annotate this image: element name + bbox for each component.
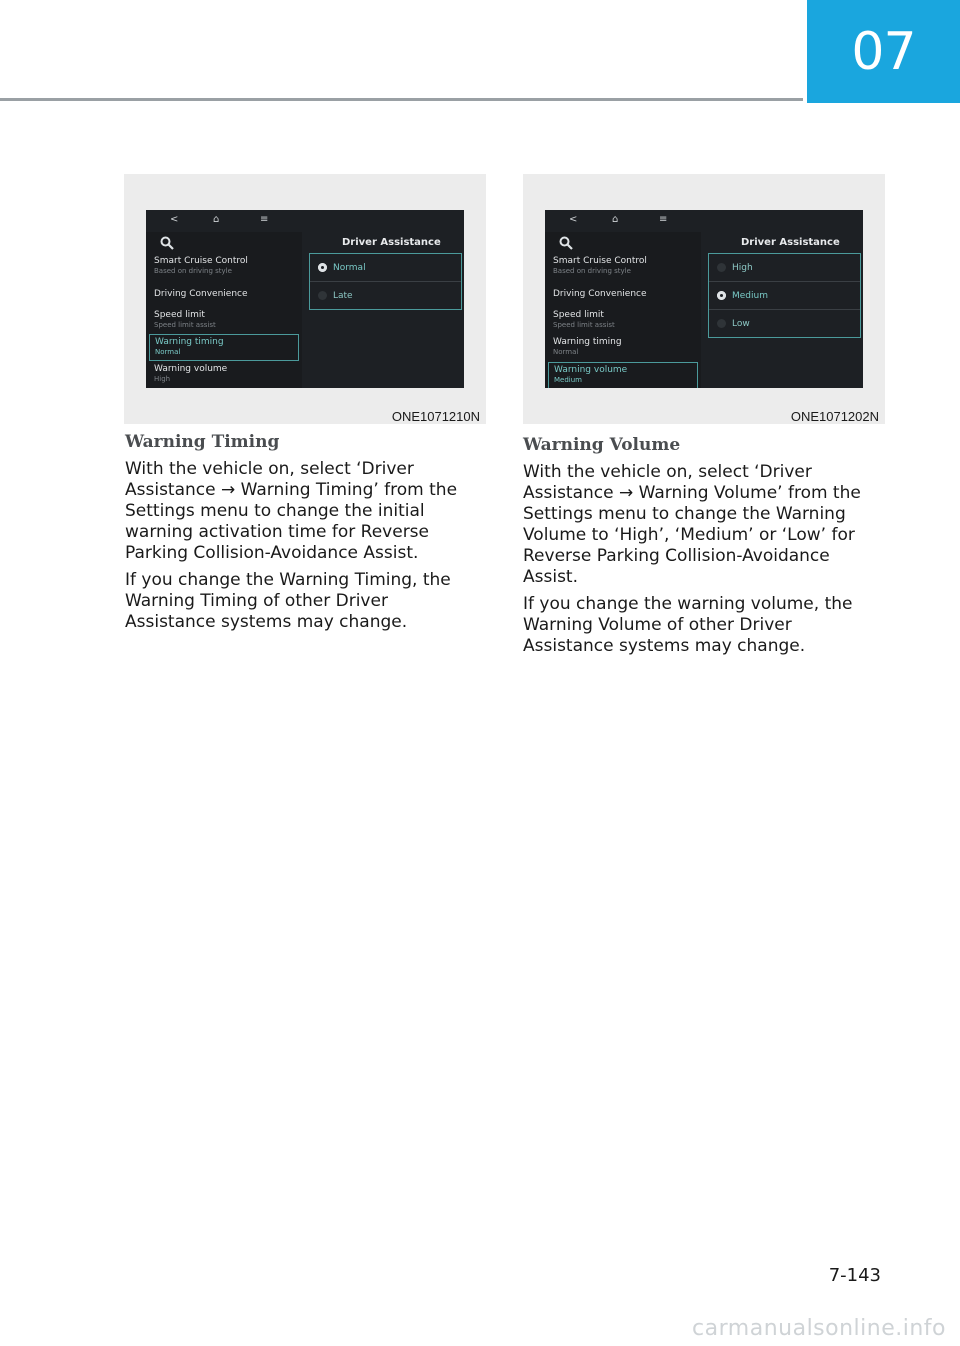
section-heading-warning-timing: Warning Timing xyxy=(125,432,280,452)
screen-header: Driver Assistance xyxy=(342,237,441,248)
menu-item xyxy=(553,337,693,356)
paragraph: If you change the Warning Timing, the Warning Timing of other Driver Assistance systems may change. xyxy=(125,570,451,632)
back-icon: < xyxy=(170,214,179,225)
radio-selected-icon xyxy=(318,263,327,272)
header-rule xyxy=(0,98,803,101)
menu-item-sub: Speed limit assist xyxy=(553,321,615,329)
menu-item-label: Driving Convenience xyxy=(553,289,647,299)
radio-icon xyxy=(717,319,726,328)
menu-item-label: Smart Cruise Control xyxy=(553,256,647,266)
menu-item-sub: Based on driving style xyxy=(154,267,232,275)
paragraph: With the vehicle on, select ‘Driver Assistance → Warning Volume’ from the Settings menu to change the Warning Volume to ‘High’, ‘Medium’ or ‘Low’ for Reverse Parking Collision-Avoidance Assist. xyxy=(523,462,861,587)
menu-item-label: Warning volume xyxy=(554,365,628,375)
search-icon xyxy=(559,236,573,250)
search-icon xyxy=(160,236,174,250)
page-number: 7-143 xyxy=(828,1265,881,1286)
back-icon: < xyxy=(569,214,578,225)
home-icon: ⌂ xyxy=(612,214,619,225)
screen-header: Driver Assistance xyxy=(741,237,840,248)
option-label: Low xyxy=(732,318,750,329)
menu-item-label: Smart Cruise Control xyxy=(154,256,248,266)
menu-item-label: Driving Convenience xyxy=(154,289,248,299)
radio-icon xyxy=(318,291,327,300)
screen-nav-bar xyxy=(545,210,863,232)
menu-item xyxy=(154,256,294,275)
menu-item-sub: Normal xyxy=(155,348,181,356)
menu-item xyxy=(154,310,294,329)
figure-warning-volume xyxy=(523,174,885,424)
option-label: Normal xyxy=(333,262,366,273)
figure-code: ONE1071210N xyxy=(391,409,480,424)
menu-item-selected xyxy=(149,334,299,361)
menu-item-label: Speed limit xyxy=(553,310,604,320)
paragraph: If you change the warning volume, the Warning Volume of other Driver Assistance systems may change. xyxy=(523,594,853,656)
option-label: Medium xyxy=(732,290,768,301)
menu-icon: ≡ xyxy=(659,214,668,225)
menu-item-label: Warning timing xyxy=(553,337,622,347)
home-icon: ⌂ xyxy=(213,214,220,225)
radio-icon xyxy=(717,263,726,272)
radio-selected-icon xyxy=(717,291,726,300)
section-heading-warning-volume: Warning Volume xyxy=(523,435,681,455)
menu-item xyxy=(154,289,294,299)
menu-item-sub: High xyxy=(154,375,171,383)
menu-item-label: Speed limit xyxy=(154,310,205,320)
figure-warning-timing xyxy=(124,174,486,424)
menu-item-label: Warning volume xyxy=(154,364,228,374)
paragraph: With the vehicle on, select ‘Driver Assistance → Warning Timing’ from the Settings menu to change the initial warning activation time for Reverse Parking Collision-Avoidance Assist. xyxy=(125,459,458,563)
option xyxy=(709,254,860,281)
option xyxy=(310,281,461,309)
option xyxy=(709,309,860,337)
option-list xyxy=(309,253,462,310)
menu-item-sub: Speed limit assist xyxy=(154,321,216,329)
figure-code: ONE1071202N xyxy=(790,409,879,424)
option-label: High xyxy=(732,262,753,273)
menu-item-sub: Normal xyxy=(553,348,579,356)
settings-screen xyxy=(545,210,863,388)
menu-item-selected xyxy=(548,362,698,388)
menu-item xyxy=(553,256,693,275)
screen-nav-bar xyxy=(146,210,464,232)
chapter-tab: 07 xyxy=(807,0,960,103)
settings-screen xyxy=(146,210,464,388)
option xyxy=(310,254,461,281)
menu-item xyxy=(553,289,693,299)
option-list xyxy=(708,253,861,338)
option xyxy=(709,281,860,309)
option-label: Late xyxy=(333,290,353,301)
menu-item-sub: Medium xyxy=(554,376,582,384)
menu-item xyxy=(154,364,294,383)
menu-item-sub: Based on driving style xyxy=(553,267,631,275)
menu-icon: ≡ xyxy=(260,214,269,225)
menu-item-label: Warning timing xyxy=(155,337,224,347)
watermark: carmanualsonline.info xyxy=(692,1316,946,1341)
menu-item xyxy=(553,310,693,329)
